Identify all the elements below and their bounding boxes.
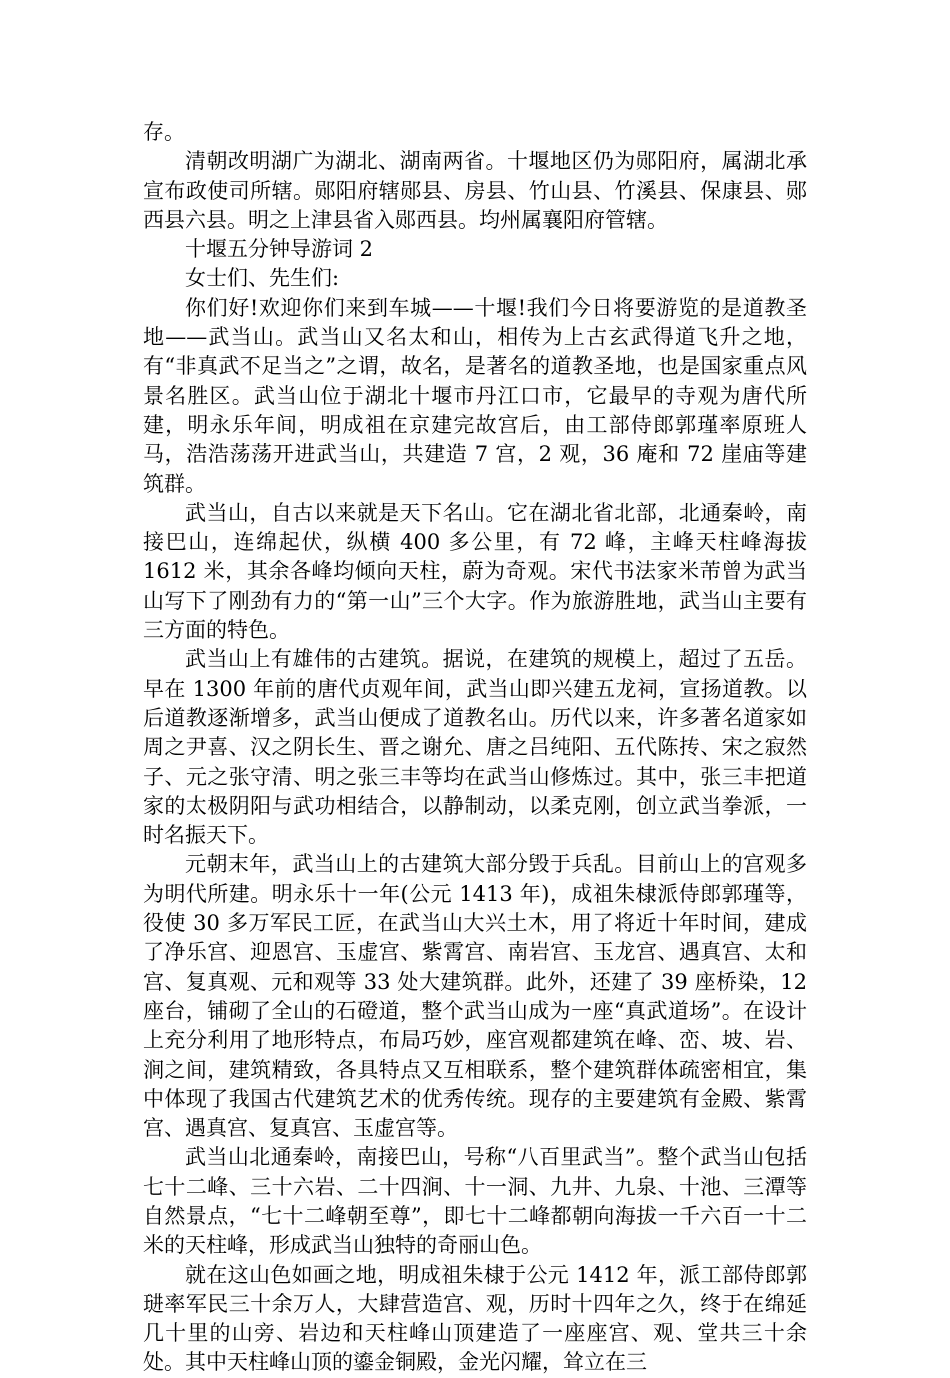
document-page <box>143 118 807 1378</box>
paragraph-7: 武当山上有雄伟的古建筑。据说，在建筑的规模上，超过了五岳。早在 1300 年前的唐代贞观年间，武当山即兴建五龙祠，宣扬道教。以后道教逐渐增多，武当山便成了道教名山。历代以来，许多著名道家如周之尹喜、汉之阴长生、晋之谢允、唐之吕纯阳、五代陈抟、宋之寂然子、元之张守清、明之张三丰等均在武当山修炼过。其中，张三丰把道家的太极阴阳与武功相结合，以静制动，以柔克刚，创立武当拳派，一时名振天下。 <box>143 647 807 848</box>
paragraph-8: 元朝末年，武当山上的古建筑大部分毁于兵乱。目前山上的宫观多为明代所建。明永乐十一年(公元 1413 年)，成祖朱棣派侍郎郭瑾等，役使 30 多万军民工匠，在武当山大兴土木，用了将近十年时间，建成了净乐宫、迎恩宫、玉虚宫、紫霄宫、南岩宫、玉龙宫、遇真宫、太和宫、复真观、元和观等 33 处大建筑群。此外，还建了 39 座桥染，12 座台，铺砌了全山的石磴道，整个武当山成为一座“真武道场”。在设计上充分利用了地形特点，布局巧妙，座宫观都建筑在峰、峦、坡、岩、涧之间，建筑精致，各具特点又互相联系，整个建筑群体疏密相宜，集中体现了我国古代建筑艺术的优秀传统。现存的主要建筑有金殿、紫霄宫、遇真宫、复真宫、玉虚宫等。 <box>143 852 807 1141</box>
paragraph-2: 清朝改明湖广为湖北、湖南两省。十堰地区仍为郧阳府，属湖北承宣布政使司所辖。郧阳府辖郧县、房县、竹山县、竹溪县、保康县、郧西县六县。明之上津县省入郧西县。均州属襄阳府管辖。 <box>143 149 807 232</box>
paragraph-1: 存。 <box>143 120 185 144</box>
section-title: 十堰五分钟导游词 2 <box>185 237 374 262</box>
paragraph-9: 武当山北通秦岭，南接巴山，号称“八百里武当”。整个武当山包括七十二峰、三十六岩、二十四涧、十一洞、九井、九泉、十池、三潭等自然景点，“七十二峰朝至尊”，即七十二峰都朝向海拔一千六百一十二米的天柱峰，形成武当山独特的奇丽山色。 <box>143 1145 807 1258</box>
paragraph-10: 就在这山色如画之地，明成祖朱棣于公元 1412 年，派工部侍郎郭琎率军民三十余万人，大肆营造宫、观，历时十四年之久，终于在绵延几十里的山旁、岩边和天柱峰山顶建造了一座座宫、观、堂共三十余处。其中天柱峰山顶的鎏金铜殿，金光闪耀，耸立在三 <box>143 1262 807 1375</box>
paragraph-6: 武当山，自古以来就是天下名山。它在湖北省北部，北通秦岭，南接巴山，连绵起伏，纵横 400 多公里，有 72 峰，主峰天柱峰海拔 1612 米，其余各峰均倾向天柱，蔚为奇观。宋代书法家米芾曾为武当山写下了刚劲有力的“第一山”三个大字。作为旅游胜地，武当山主要有三方面的特色。 <box>143 500 807 643</box>
salutation: 女士们、先生们: <box>185 266 340 291</box>
paragraph-5: 你们好!欢迎你们来到车城——十堰!我们今日将要游览的是道教圣地——武当山。武当山又名太和山，相传为上古玄武得道飞升之地，有“非真武不足当之”之谓，故名，是著名的道教圣地，也是国家重点风景名胜区。武当山位于湖北十堰市丹江口市，它最早的寺观为唐代所建，明永乐年间，明成祖在京建完故宫后，由工部侍郎郭瑾率原班人马，浩浩荡荡开进武当山，共建造 7 宫，2 观，36 庵和 72 崖庙等建筑群。 <box>143 295 807 496</box>
